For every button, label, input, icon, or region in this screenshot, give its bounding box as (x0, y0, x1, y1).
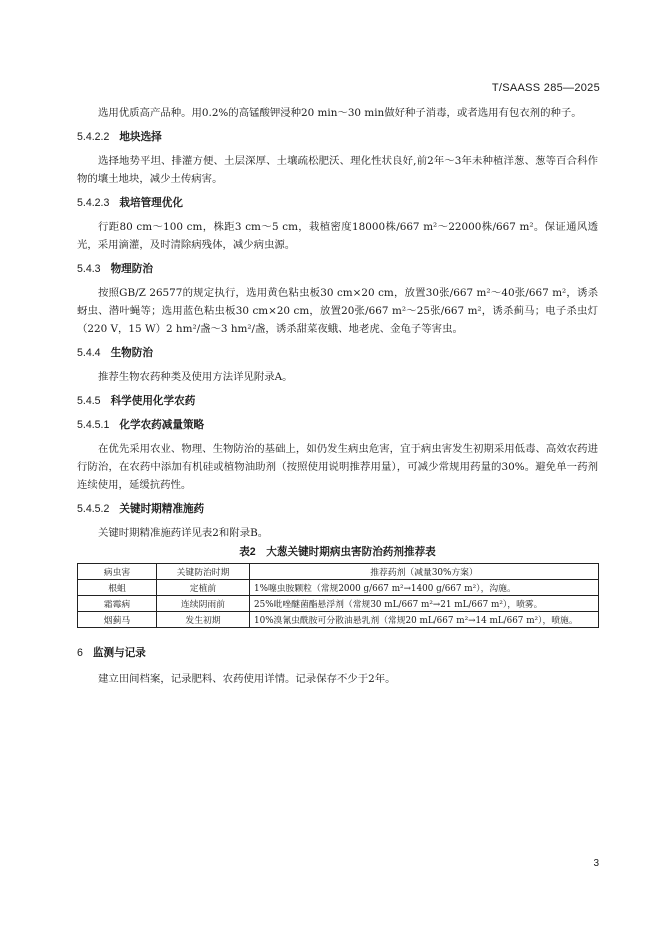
heading-5-4-5-1 (77, 416, 598, 434)
cell-pesticide: 1%噻虫胺颗粒（常规2000 g/667 m²→1400 g/667 m²），沟施。 (250, 580, 599, 596)
table-header-row (78, 564, 599, 580)
paragraph-5-4-3: 按照GB/Z 26577的规定执行，选用黄色粘虫板30 cm×20 cm，放置30张/667 m²～40张/667 m²，诱杀蚜虫、潜叶蝇等；选用蓝色粘虫板30 cm×20 cm，放置20张/667 m²～25张/667 m²，诱杀蓟马；电子杀虫灯（220 V，15 W）2 hm²/盏～3 hm²/盏，诱杀甜菜夜蛾、地老虎、金龟子等害虫。 (77, 287, 598, 335)
heading-number: 5.4.5.2 (77, 503, 110, 515)
heading-5-4-5-2 (77, 500, 598, 518)
heading-5-4-2-2 (77, 128, 598, 146)
heading-number: 5.4.2.2 (77, 131, 110, 143)
heading-title: 监测与记录 (92, 647, 146, 659)
heading-5-4-2-3 (77, 194, 598, 212)
heading-5-4-3 (77, 260, 598, 278)
cell-pest: 根蛆 (78, 580, 157, 596)
heading-number: 5.4.3 (77, 263, 101, 275)
heading-number: 5.4.5 (77, 395, 101, 407)
heading-number: 5.4.4 (77, 347, 101, 359)
paragraph-5-4-5-1: 在优先采用农业、物理、生物防治的基础上，如仍发生病虫危害，宜于病虫害发生初期采用低毒、高效农药进行防治，在农药中添加有机硅或植物油助剂（按照使用说明推荐用量），可减少常规用药量的30%。避免单一药剂连续使用，延缓抗药性。 (77, 443, 598, 491)
table-row (78, 580, 599, 596)
paragraph-6: 建立田间档案，记录肥料、农药使用详情。记录保存不少于2年。 (98, 673, 396, 685)
heading-title: 生物防治 (110, 347, 153, 359)
paragraph-5-4-2-3: 行距80 cm～100 cm，株距3 cm～5 cm，栽植密度18000株/667 m²～22000株/667 m²。保证通风透光，采用滴灌，及时清除病残体，减少病虫源。 (77, 221, 598, 251)
cell-period: 发生初期 (157, 612, 250, 628)
paragraph-5-4-4: 推荐生物农药种类及使用方法详见附录A。 (98, 371, 293, 383)
heading-title: 科学使用化学农药 (110, 395, 196, 407)
heading-title: 化学农药减量策略 (119, 419, 205, 431)
heading-number: 5.4.5.1 (77, 419, 110, 431)
header-pest: 病虫害 (78, 564, 157, 580)
heading-5-4-5 (77, 392, 598, 410)
intro-paragraph: 选用优质高产品种。用0.2%的高锰酸钾浸种20 min～30 min做好种子消毒，或者选用有包衣剂的种子。 (98, 107, 582, 119)
heading-number: 6 (77, 647, 83, 659)
heading-title: 栽培管理优化 (119, 197, 183, 209)
document-body (77, 104, 598, 688)
pesticide-table (77, 563, 599, 628)
table-row (78, 596, 599, 612)
header-pesticide: 推荐药剂（减量30%方案） (250, 564, 599, 580)
page-number: 3 (593, 858, 599, 869)
header-period: 关键防治时期 (157, 564, 250, 580)
heading-title: 物理防治 (110, 263, 153, 275)
cell-pesticide: 10%溴氰虫酰胺可分散油悬乳剂（常规20 mL/667 m²→14 mL/667 m²），喷施。 (250, 612, 599, 628)
cell-pest: 烟蓟马 (78, 612, 157, 628)
heading-5-4-4 (77, 344, 598, 362)
heading-number: 5.4.2.3 (77, 197, 110, 209)
cell-period: 定植前 (157, 580, 250, 596)
table-row (78, 612, 599, 628)
heading-title: 关键时期精准施药 (119, 503, 205, 515)
heading-6 (77, 644, 598, 662)
table-caption: 表2 大葱关键时期病虫害防治药剂推荐表 (239, 546, 436, 558)
paragraph-5-4-5-2: 关键时期精准施药详见表2和附录B。 (98, 527, 269, 539)
cell-pest: 霜霉病 (78, 596, 157, 612)
standard-code: T/SAASS 285—2025 (491, 82, 600, 94)
paragraph-5-4-2-2: 选择地势平坦、排灌方便、土层深厚、土壤疏松肥沃、理化性状良好,前2年～3年未种植洋葱、葱等百合科作物的壤土地块，减少土传病害。 (77, 155, 598, 185)
heading-title: 地块选择 (119, 131, 162, 143)
cell-pesticide: 25%吡唑醚菌酯悬浮剂（常规30 mL/667 m²→21 mL/667 m²），喷雾。 (250, 596, 599, 612)
cell-period: 连续阴雨前 (157, 596, 250, 612)
